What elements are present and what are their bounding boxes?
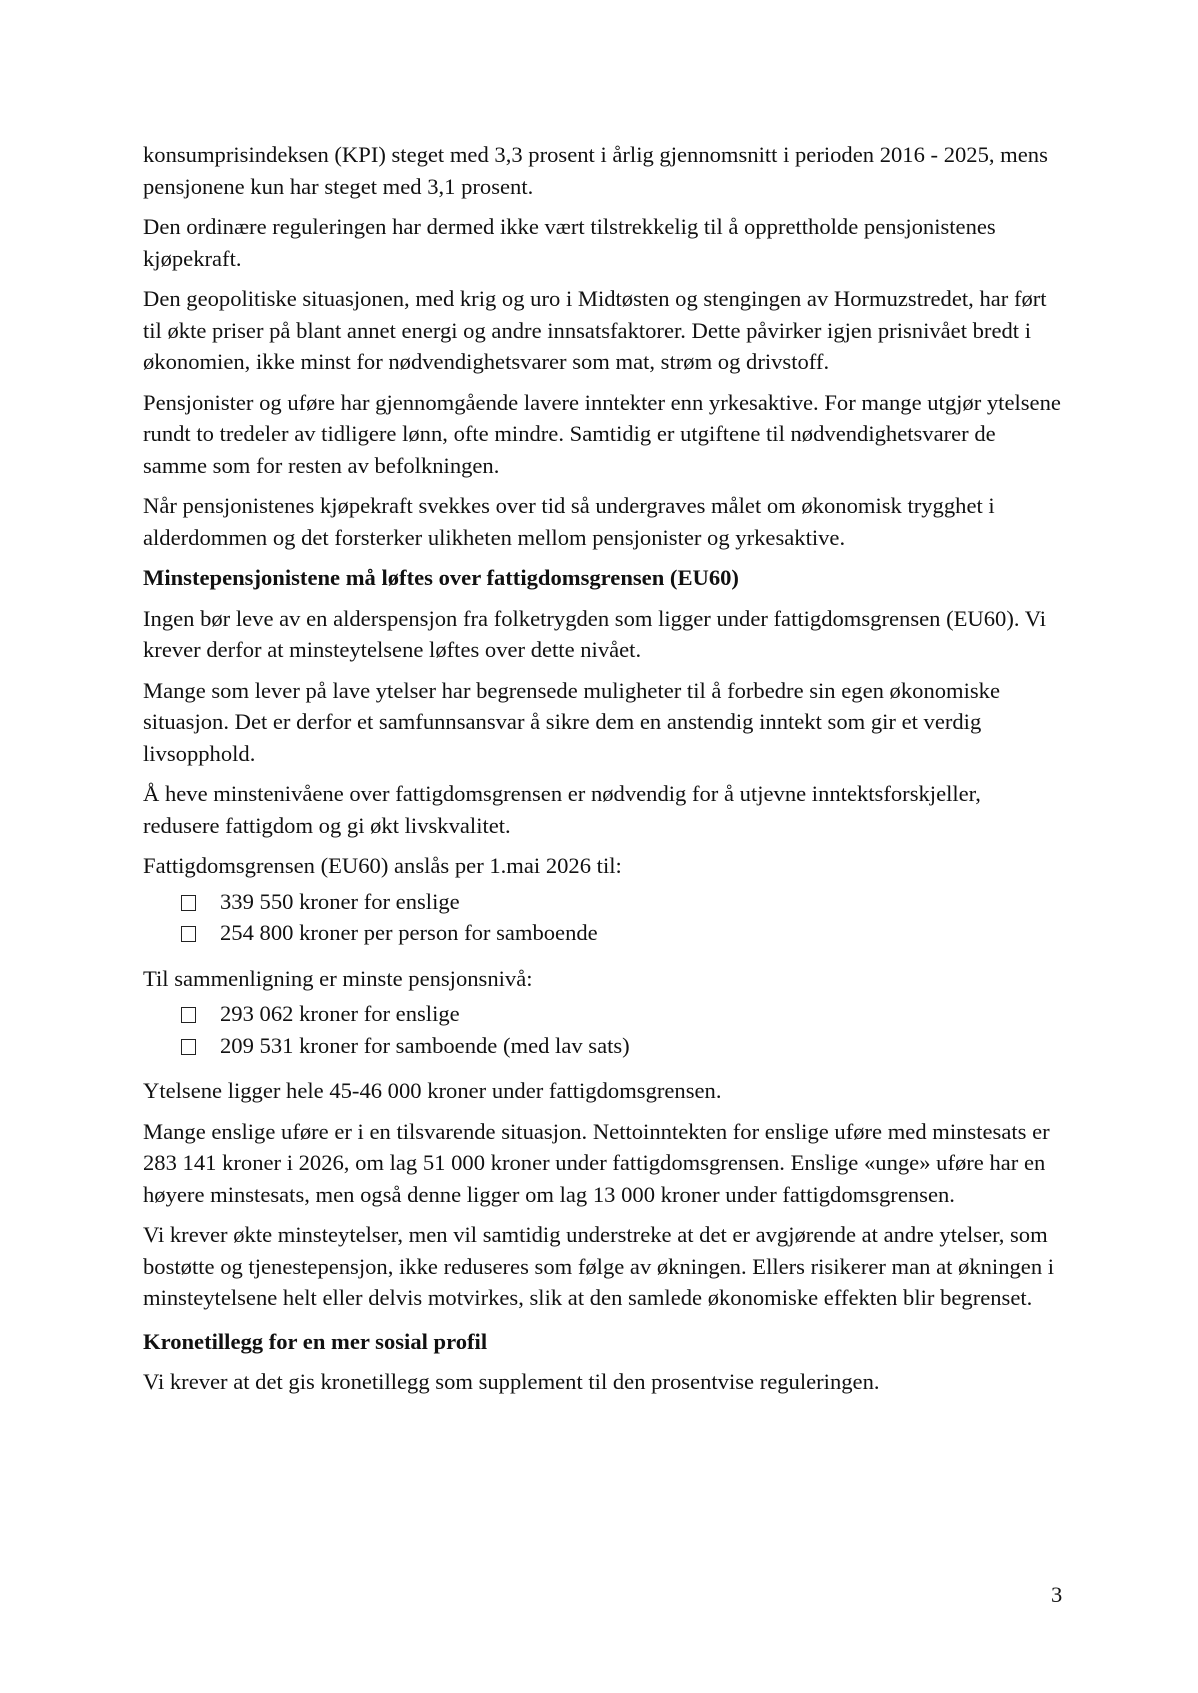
paragraph: Når pensjonistenes kjøpekraft svekkes over tid så undergraves målet om økonomisk trygghet i alderdommen og det forsterker ulikheten mellom pensjonister og yrkesaktive. (143, 493, 995, 550)
paragraph: Den geopolitiske situasjonen, med krig og uro i Midtøsten og stengingen av Hormuzstredet, har ført til økte priser på blant annet energi og andre innsatsfaktorer. Dette påvirker igjen prisnivået bredt i økonomien, ikke minst for nødvendighetsvarer som mat, strøm og drivstoff. (143, 286, 1047, 374)
paragraph: konsumprisindeksen (KPI) steget med 3,3 prosent i årlig gjennomsnitt i perioden 2016 - 2025, mens pensjonene kun har steget med 3,1 prosent. (143, 142, 1048, 199)
poverty-threshold-list (143, 886, 1063, 949)
paragraph: Pensjonister og uføre har gjennomgående lavere inntekter enn yrkesaktive. For mange utgjør ytelsene rundt to tredeler av tidligere lønn, ofte mindre. Samtidig er utgiftene til nødvendighetsvarer de samme som for resten av befolkningen. (143, 389, 1061, 478)
document-body (143, 139, 1063, 1407)
paragraph: Den ordinære reguleringen har dermed ikke vært tilstrekkelig til å opprettholde pensjonistenes kjøpekraft. (143, 214, 996, 271)
minimum-pension-list (143, 998, 1063, 1061)
list-item: 254 800 kroner per person for samboende (181, 917, 1063, 949)
paragraph: Ingen bør leve av en alderspensjon fra folketrygden som ligger under fattigdomsgrensen (EU60). Vi krever derfor at minsteytelsene løftes over dette nivået. (143, 605, 1046, 662)
paragraph: Vi krever at det gis kronetillegg som supplement til den prosentvise reguleringen. (143, 1369, 880, 1394)
paragraph: Vi krever økte minsteytelser, men vil samtidig understreke at det er avgjørende at andre ytelser, som bostøtte og tjenestepensjon, ikke reduseres som følge av økningen. Ellers risikerer man at økningen i minsteytelsene helt eller delvis motvirkes, slik at den samlede økonomiske effekten blir begrenset. (143, 1222, 1055, 1310)
list-item: 339 550 kroner for enslige (181, 886, 1063, 918)
paragraph: Ytelsene ligger hele 45-46 000 kroner under fattigdomsgrensen. (143, 1078, 722, 1103)
paragraph: Fattigdomsgrensen (EU60) anslås per 1.mai 2026 til: (143, 853, 622, 878)
page-number: 3 (1051, 1582, 1063, 1607)
paragraph: Mange som lever på lave ytelser har begrensede muligheter til å forbedre sin egen økonomiske situasjon. Det er derfor et samfunnsansvar å sikre dem en anstendig inntekt som gir et verdig livsopphold. (143, 677, 1001, 766)
bullet-box-icon (181, 1007, 196, 1023)
bullet-box-icon (181, 1039, 196, 1055)
paragraph: Å heve minstenivåene over fattigdomsgrensen er nødvendig for å utjevne inntektsforskjeller, redusere fattigdom og gi økt livskvalitet. (143, 781, 981, 838)
bullet-box-icon (181, 895, 196, 911)
section-heading-kronetillegg: Kronetillegg for en mer sosial profil (143, 1328, 488, 1354)
paragraph: Til sammenligning er minste pensjonsnivå: (143, 965, 533, 991)
list-item: 293 062 kroner for enslige (181, 998, 1063, 1030)
bullet-box-icon (181, 926, 196, 942)
list-item: 209 531 kroner for samboende (med lav sats) (181, 1030, 1063, 1062)
paragraph: Mange enslige uføre er i en tilsvarende situasjon. Nettoinntekten for enslige uføre med minstesats er 283 141 kroner i 2026, om lag 51 000 kroner under fattigdomsgrensen. Enslige «unge» uføre har en høyere minstesats, men også denne ligger om lag 13 000 kroner under fattigdomsgrensen. (143, 1118, 1050, 1207)
section-heading-minstepensjon: Minstepensjonistene må løftes over fattigdomsgrensen (EU60) (143, 565, 739, 590)
